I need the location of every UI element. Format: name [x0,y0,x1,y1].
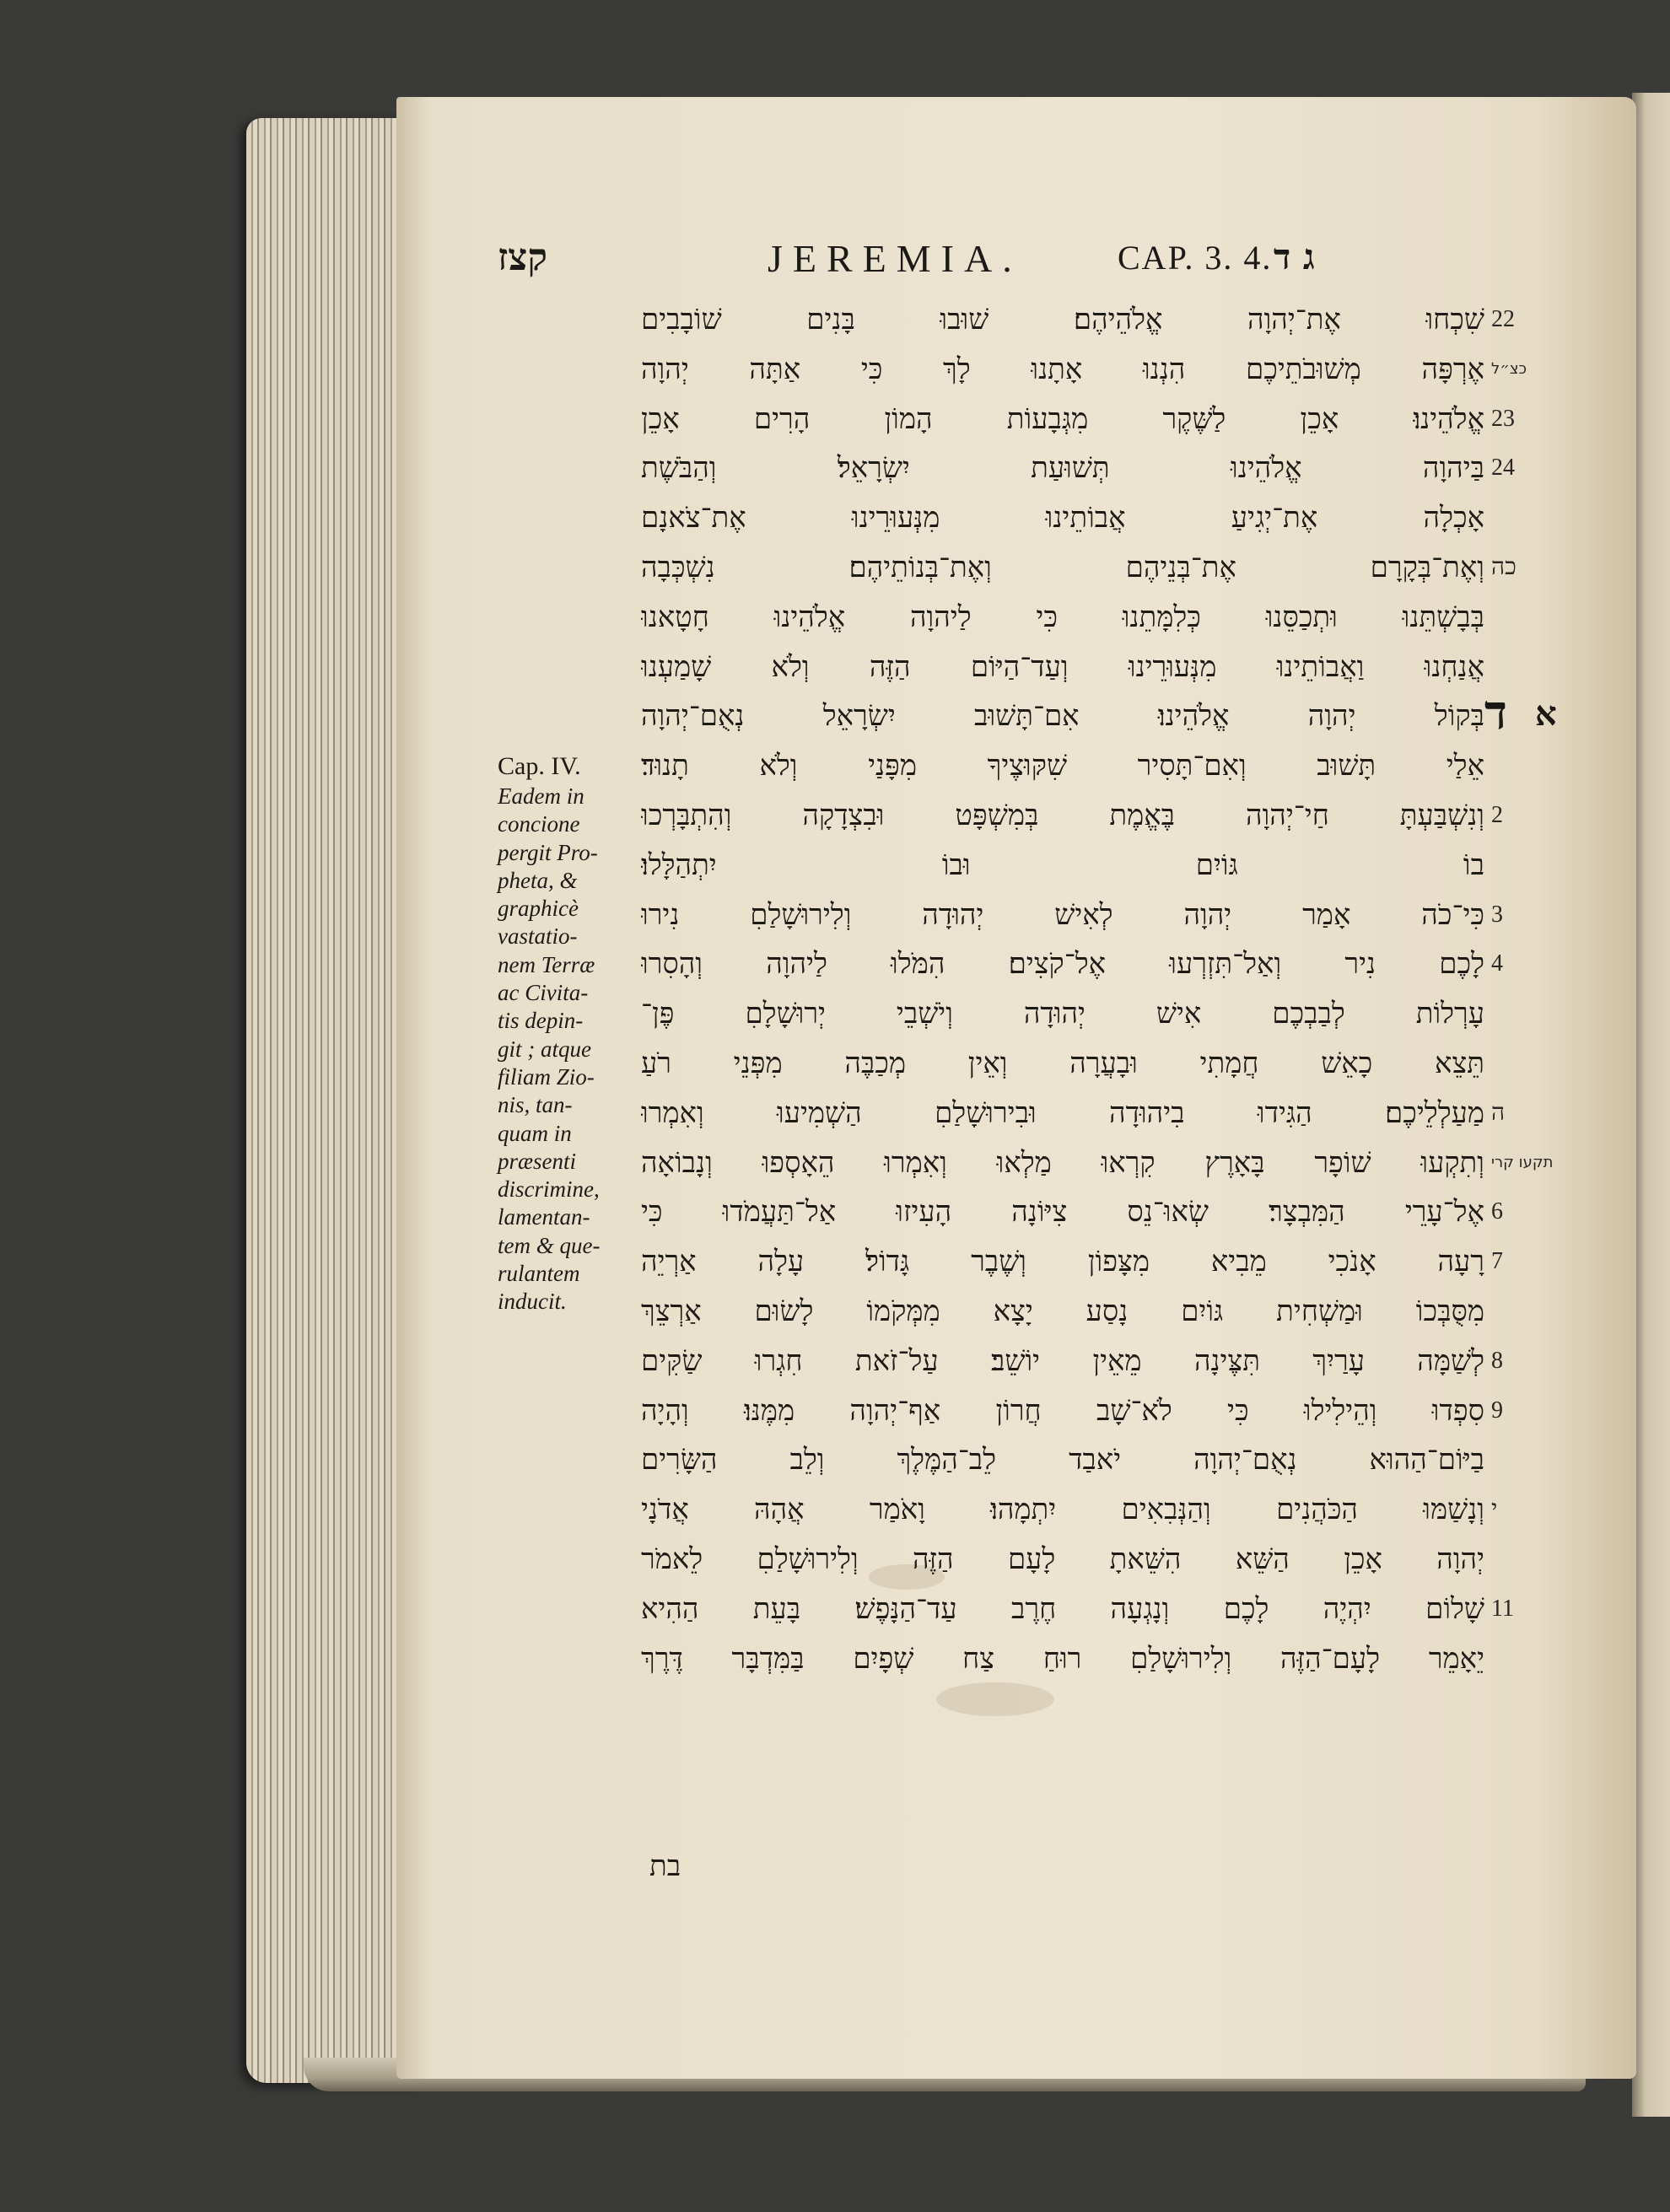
hebrew-line-text: יְהוָה אָכֵן הַשֵּׁא הִשֵּׁאתָ לָעָם הַזֶּה וְלִירוּשָׁלַםִ לֵאמֹר [641,1542,1484,1576]
side-note-line: filiam Zio- [498,1063,595,1090]
hebrew-line-text: מַעַלְלֵיכֶם׃ הַגִּידוּ בִיהוּדָה וּבִירוּשָׁלַםִ הַשְׁמִיעוּ וְאִמְרוּ [641,1095,1484,1130]
verse-number: 2 [1491,801,1503,828]
hebrew-line-text: רָעָה אָנֹכִי מֵבִיא מִצָּפוֹן וְשֶׁבֶר גָּדוֹל׃ עָלָה אַרְיֵה [641,1245,1484,1279]
text-line [641,1634,1543,1684]
hebrew-line-text: אֱלֹהֵינוּ׃ אָכֵן לַשֶּׁקֶר מִגְּבָעוֹת הָמוֹן הָרִים אָכֵן [641,401,1484,436]
verse-number: 11 [1491,1595,1514,1622]
hebrew-line-text: לָכֶם נִיר וְאַל־תִּזְרְעוּ אֶל־קֹצִים׃ הִמֹּלוּ לַיהוָה וְהָסִרוּ [641,947,1484,982]
side-note-line: pergit Pro- [498,839,598,865]
hebrew-line-text: וְנִשְׁבַּעְתָּ חַי־יְהוָה בֶּאֱמֶת בְּמִשְׁפָּט וּבִצְדָקָה וְהִתְבָּרְכוּ [641,798,1484,832]
side-note-line: ac Civita- [498,980,589,1006]
side-note-line: Eadem in [498,783,584,809]
side-note-line: discrimine, [498,1176,600,1203]
text-line [641,1237,1543,1287]
side-note-line: concione [498,811,580,837]
verse-number: 23 [1491,405,1515,432]
hebrew-line-text: שָׁלוֹם יִהְיֶה לָכֶם וְנָגְעָה חֶרֶב עַד־הַנָּפֶשׁ׃ בָּעֵת הַהִיא [641,1591,1484,1626]
text-line [641,791,1543,841]
text-line [641,939,1543,989]
text-line [641,1187,1543,1237]
hebrew-line-text: אֶרְפָּה מְשׁוּבֹתֵיכֶם הִנְנוּ אָתָנוּ לָךְ כִּי אַתָּה יְהוָה [641,352,1484,386]
hebrew-line-text: לְשַׁמָּה עָרַיִךְ תִּצֶּינָה מֵאֵין יוֹשֵׁב׃ עַל־זֹאת חִגְרוּ שַׂקִּים [641,1343,1484,1378]
text-line [641,493,1543,543]
text-line [641,1435,1543,1485]
text-line [641,1039,1543,1089]
hebrew-line-text: תֵּצֵא כָאֵשׁ חֲמָתִי וּבָעֲרָה וְאֵין מְכַבֶּה מִפְּנֵי רֹעַ [641,1046,1484,1080]
verse-number: 24 [1491,455,1515,482]
book-page-edges [246,118,415,2083]
side-note-line: nem Terræ [498,951,595,977]
text-line [641,1337,1543,1386]
marginal-reading-note: תקעו קרי [1491,1153,1554,1171]
hebrew-line-text: שִׁכְחוּ אֶת־יְהוָה אֱלֹהֵיהֶם׃ שׁוּבוּ בָּנִים שׁוֹבָבִים [641,303,1484,336]
text-line [641,395,1543,444]
hebrew-line-text: וְנָשַׁמּוּ הַכֹּהֲנִים וְהַנְּבִאִים יִתְמָהוּ׃ וָאֹמַר אֲהָהּ אֲדֹנָי [641,1493,1484,1527]
text-line [641,891,1543,940]
text-line [641,741,1543,791]
text-line [641,1386,1543,1436]
text-line [641,1585,1543,1634]
side-note-line: git ; atque [498,1036,591,1062]
text-line [641,593,1543,643]
verse-number: 8 [1491,1347,1503,1374]
text-line [641,295,1543,345]
chapter-hebrew-letters: ג ד [1274,236,1315,277]
verse-number: 9 [1491,1397,1503,1424]
text-line [641,1089,1543,1138]
text-line [641,643,1543,692]
verse-number: 6 [1491,1198,1503,1225]
hebrew-text-column [641,295,1557,1683]
page-header [498,236,1358,287]
side-note-line: lamentan- [498,1204,590,1230]
text-line [641,345,1543,395]
side-note-line: pheta, & [498,867,578,893]
hebrew-line-text: אֵלַי תָּשׁוּב וְאִם־תָּסִיר שִׁקּוּצֶיךָ מִפָּנַי וְלֹא תָנוּד׃ [641,749,1484,783]
side-note-line: nis, tan- [498,1092,573,1118]
hebrew-line-text: בוֹ גּוֹיִם וּבוֹ יִתְהַלָּלוּ׃ [641,848,1484,882]
folio-number: קצז [498,236,547,279]
side-note-line: præsenti [498,1148,577,1174]
hebrew-line-text: בַיּוֹם־הַהוּא נְאֻם־יְהוָה יֹאבַד לֵב־הַמֶּלֶךְ וְלֵב הַשָּׂרִים [641,1443,1484,1477]
text-line [641,685,1557,741]
paper-stain [936,1682,1054,1716]
verse-number: ה [1491,1099,1506,1126]
hebrew-line-text: וְאֶת־בְּקָרָם אֶת־בְּנֵיהֶם וְאֶת־בְּנוֹתֵיהֶם׃ נִשְׁכְּבָה [641,550,1484,584]
running-title: JEREMIA. [768,237,1022,280]
hebrew-line-text: בְּבָשְׁתֵּנוּ וּתְכַסֵּנוּ כְּלִמָּתֵנוּ כִּי לַיהוָה אֱלֹהֵינוּ חָטָאנוּ [641,600,1484,634]
hebrew-line-text: מִסֻּבְּכוֹ וּמַשְׁחִית גּוֹיִם נָסַע יָצָא מִמְּקֹמוֹ לָשׂוּם אַרְצֵךְ [641,1294,1484,1328]
side-note-line: tis depin- [498,1008,584,1034]
side-note-line: tem & que- [498,1232,601,1258]
text-line [641,989,1543,1039]
verse-number: 7 [1491,1248,1503,1275]
text-line [641,1535,1543,1585]
chapter-initial-letter: ד [1484,685,1507,741]
hebrew-line-text: סִפְדוּ וְהֵילִילוּ כִּי לֹא־שָׁב חֲרוֹן אַף־יְהוָה מִמֶּנּוּ׃ וְהָיָה [641,1393,1484,1428]
side-note-heading: Cap. IV. [498,752,581,780]
text-line [641,1138,1554,1188]
verse-number: י [1491,1496,1498,1523]
marginal-reading-note: כצ״ל [1491,359,1527,378]
latin-side-note [498,752,649,1316]
hebrew-line-text: יֵאָמֵר לָעָם־הַזֶּה וְלִירוּשָׁלַםִ רוּחַ צַח שְׁפָיִם בַּמִּדְבָּר דֶּרֶךְ [641,1641,1484,1676]
facing-page-edge [1632,93,1670,2117]
side-note-line: vastatio- [498,923,578,950]
side-note-line: rulantem [498,1261,580,1287]
text-line [641,444,1543,493]
hebrew-line-text: כִּי־כֹה אָמַר יְהוָה לְאִישׁ יְהוּדָה וְלִירוּשָׁלַםִ נִירוּ [641,897,1484,932]
hebrew-line-text: וְתִקְעוּ שׁוֹפָר בָּאָרֶץ קִרְאוּ מַלְאוּ וְאִמְרוּ הֵאָסְפוּ וְנָבוֹאָה [641,1145,1484,1180]
side-note-line: quam in [498,1120,572,1146]
text-line [641,543,1543,593]
catchword: בת [649,1849,681,1883]
verse-number: 22 [1491,306,1515,332]
side-note-line: inducit. [498,1289,567,1315]
hebrew-line-text: אָכְלָה אֶת־יְגִיעַ אֲבוֹתֵינוּ מִנְּעוּרֵינוּ אֶת־צֹאנָם [641,501,1484,536]
verse-number: 3 [1491,901,1503,928]
chapter-reference: CAP. 3. 4. [1118,239,1273,277]
verse-number: כה [1491,553,1516,580]
text-line [641,1485,1543,1535]
hebrew-line-text: עָרְלוֹת לְבַבְכֶם אִישׁ יְהוּדָה וְיֹשְׁבֵי יְרוּשָׁלָםִ פֶּן־ [641,997,1484,1031]
chapter-verse-letter: א [1535,694,1557,735]
hebrew-line-text: בְּקוֹל יְהוָה אֱלֹהֵינוּ׃ אִם־תָּשׁוּב יִשְׂרָאֵל נְאֻם־יְהוָה [641,699,1484,734]
text-line [641,841,1543,891]
hebrew-line-text: בַּיהוָה אֱלֹהֵינוּ תְּשׁוּעַת יִשְׂרָאֵל׃ וְהַבֹּשֶׁת [641,451,1484,486]
hebrew-line-text: אֲנַחְנוּ וַאֲבוֹתֵינוּ מִנְּעוּרֵינוּ וְעַד־הַיּוֹם הַזֶּה וְלֹא שָׁמַעְנוּ [641,649,1484,684]
text-line [641,1287,1543,1337]
verse-number: 4 [1491,950,1503,977]
side-note-line: graphicè [498,896,579,922]
hebrew-line-text: אֶל־עָרֵי הַמִּבְצָר׃ שְׂאוּ־נֵס צִיּוֹנָה הָעִיזוּ אַל־תַּעֲמֹדוּ כִּי [641,1195,1484,1230]
